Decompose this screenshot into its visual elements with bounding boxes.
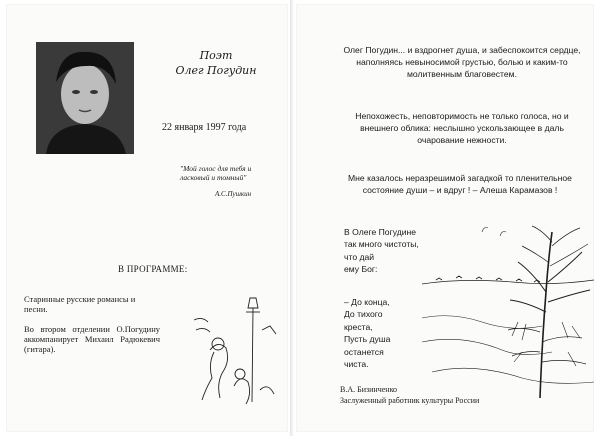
- poem-stanza-1: [344, 226, 419, 276]
- paragraph-3: Мне казалось неразрешимой загадкой то пленительное состояние души – и вдруг ! – Алеша Карамазов !: [348, 173, 572, 195]
- poem-line: что дай: [344, 251, 375, 262]
- poem-line: креста,: [344, 321, 373, 332]
- poem-line: Пусть душа: [344, 334, 391, 345]
- paragraph-2: Непохожесть, неповторимость не только голоса, но и внешнего облика: неслышно ускользающее в даль очарование нежности.: [355, 111, 569, 145]
- poem-line: В Олеге Погудине: [344, 227, 417, 237]
- poem-line: чиста.: [344, 359, 369, 370]
- poem-line: До тихого: [344, 309, 383, 320]
- program-line-1: Старинные русские романсы и песни.: [24, 294, 136, 314]
- poem-line: ему Бог:: [344, 264, 378, 275]
- page-fold: [290, 0, 294, 436]
- epigraph: "Мой голос для тебя и ласковый и томный": [180, 164, 252, 182]
- street-lamp-sketch: [190, 290, 280, 410]
- title-line-name: Олег Погудин: [175, 64, 257, 77]
- portrait-photo: [36, 42, 134, 154]
- title-line-poet: Поэт: [199, 49, 233, 62]
- signature-title: Заслуженный работник культуры России: [340, 396, 480, 405]
- poem-line: – До конца,: [344, 297, 390, 307]
- program-line-2: Во втором отделении О.Погудину аккомпанирует Михаил Радюкевич (гитара).: [24, 324, 160, 354]
- program-heading: В ПРОГРАММЕ:: [118, 264, 188, 274]
- concert-date: 22 января 1997 года: [162, 122, 247, 133]
- poem-stanza-2: [344, 296, 390, 370]
- signature-name: В.А. Бизинченко: [340, 385, 398, 394]
- paragraph-1: Олег Погудин... и вздрогнет душа, и забеспокоится сердце, наполняясь невыносимой грустью, болью и каким-то молитвенным благовестем.: [343, 45, 581, 79]
- poem-line: так много чистоты,: [344, 239, 419, 250]
- poem-line: останется: [344, 346, 384, 357]
- landscape-sketch: [422, 222, 594, 398]
- epigraph-author: А.С.Пушкин: [215, 190, 252, 198]
- poet-title: [160, 48, 272, 78]
